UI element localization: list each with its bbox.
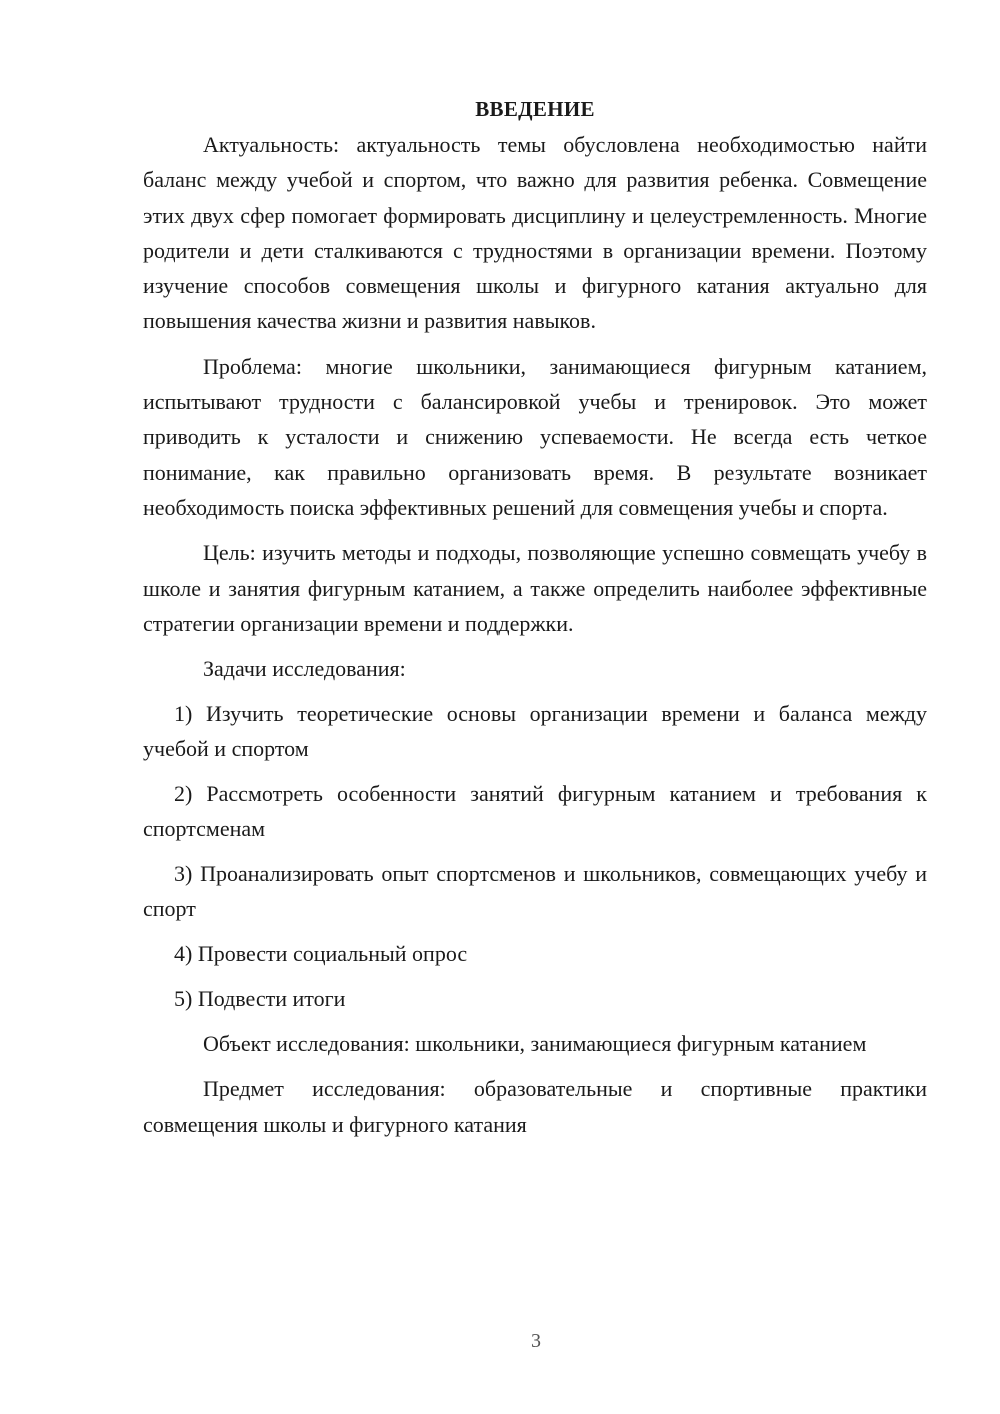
task-item-4: 4) Провести социальный опрос bbox=[174, 941, 468, 967]
subject-paragraph: Предмет исследования: образовательные и спортивные практики совмещения школы и фигурного катания bbox=[143, 1076, 927, 1137]
page-title: ВВЕДЕНИЕ bbox=[475, 97, 595, 121]
page-number: 3 bbox=[531, 1330, 541, 1352]
task-item-3: 3) Проанализировать опыт спортсменов и школьников, совмещающих учебу и спорт bbox=[143, 861, 927, 922]
task-item-5: 5) Подвести итоги bbox=[174, 986, 346, 1012]
problem-paragraph: Проблема: многие школьники, занимающиеся фигурным катанием, испытывают трудности с балансировкой учебы и тренировок. Это может приводить к усталости и снижению успеваемости. Не всегда есть четкое понимание, как правильно организовать время. В результате возникает необходимость поиска эффективных решений для совмещения учебы и спорта. bbox=[143, 353, 927, 520]
tasks-heading: Задачи исследования: bbox=[203, 656, 406, 682]
task-item-2: 2) Рассмотреть особенности занятий фигурным катанием и требования к спортсменам bbox=[143, 781, 927, 842]
relevance-paragraph: Актуальность: актуальность темы обусловлена необходимостью найти баланс между учебой и спортом, что важно для развития ребенка. Совмещение этих двух сфер помогает формировать дисциплину и целеустремленность. Многие родители и дети сталкиваются с трудностями в организации времени. Поэтому изучение способов совмещения школы и фигурного катания актуально для повышения качества жизни и развития навыков. bbox=[143, 132, 927, 334]
page-content bbox=[143, 92, 927, 1152]
goal-paragraph: Цель: изучить методы и подходы, позволяющие успешно совмещать учебу в школе и занятия фигурным катанием, а также определить наиболее эффективные стратегии организации времени и поддержки. bbox=[143, 540, 927, 636]
task-item-1: 1) Изучить теоретические основы организации времени и баланса между учебой и спортом bbox=[143, 701, 927, 762]
object-paragraph: Объект исследования: школьники, занимающиеся фигурным катанием bbox=[203, 1031, 867, 1057]
